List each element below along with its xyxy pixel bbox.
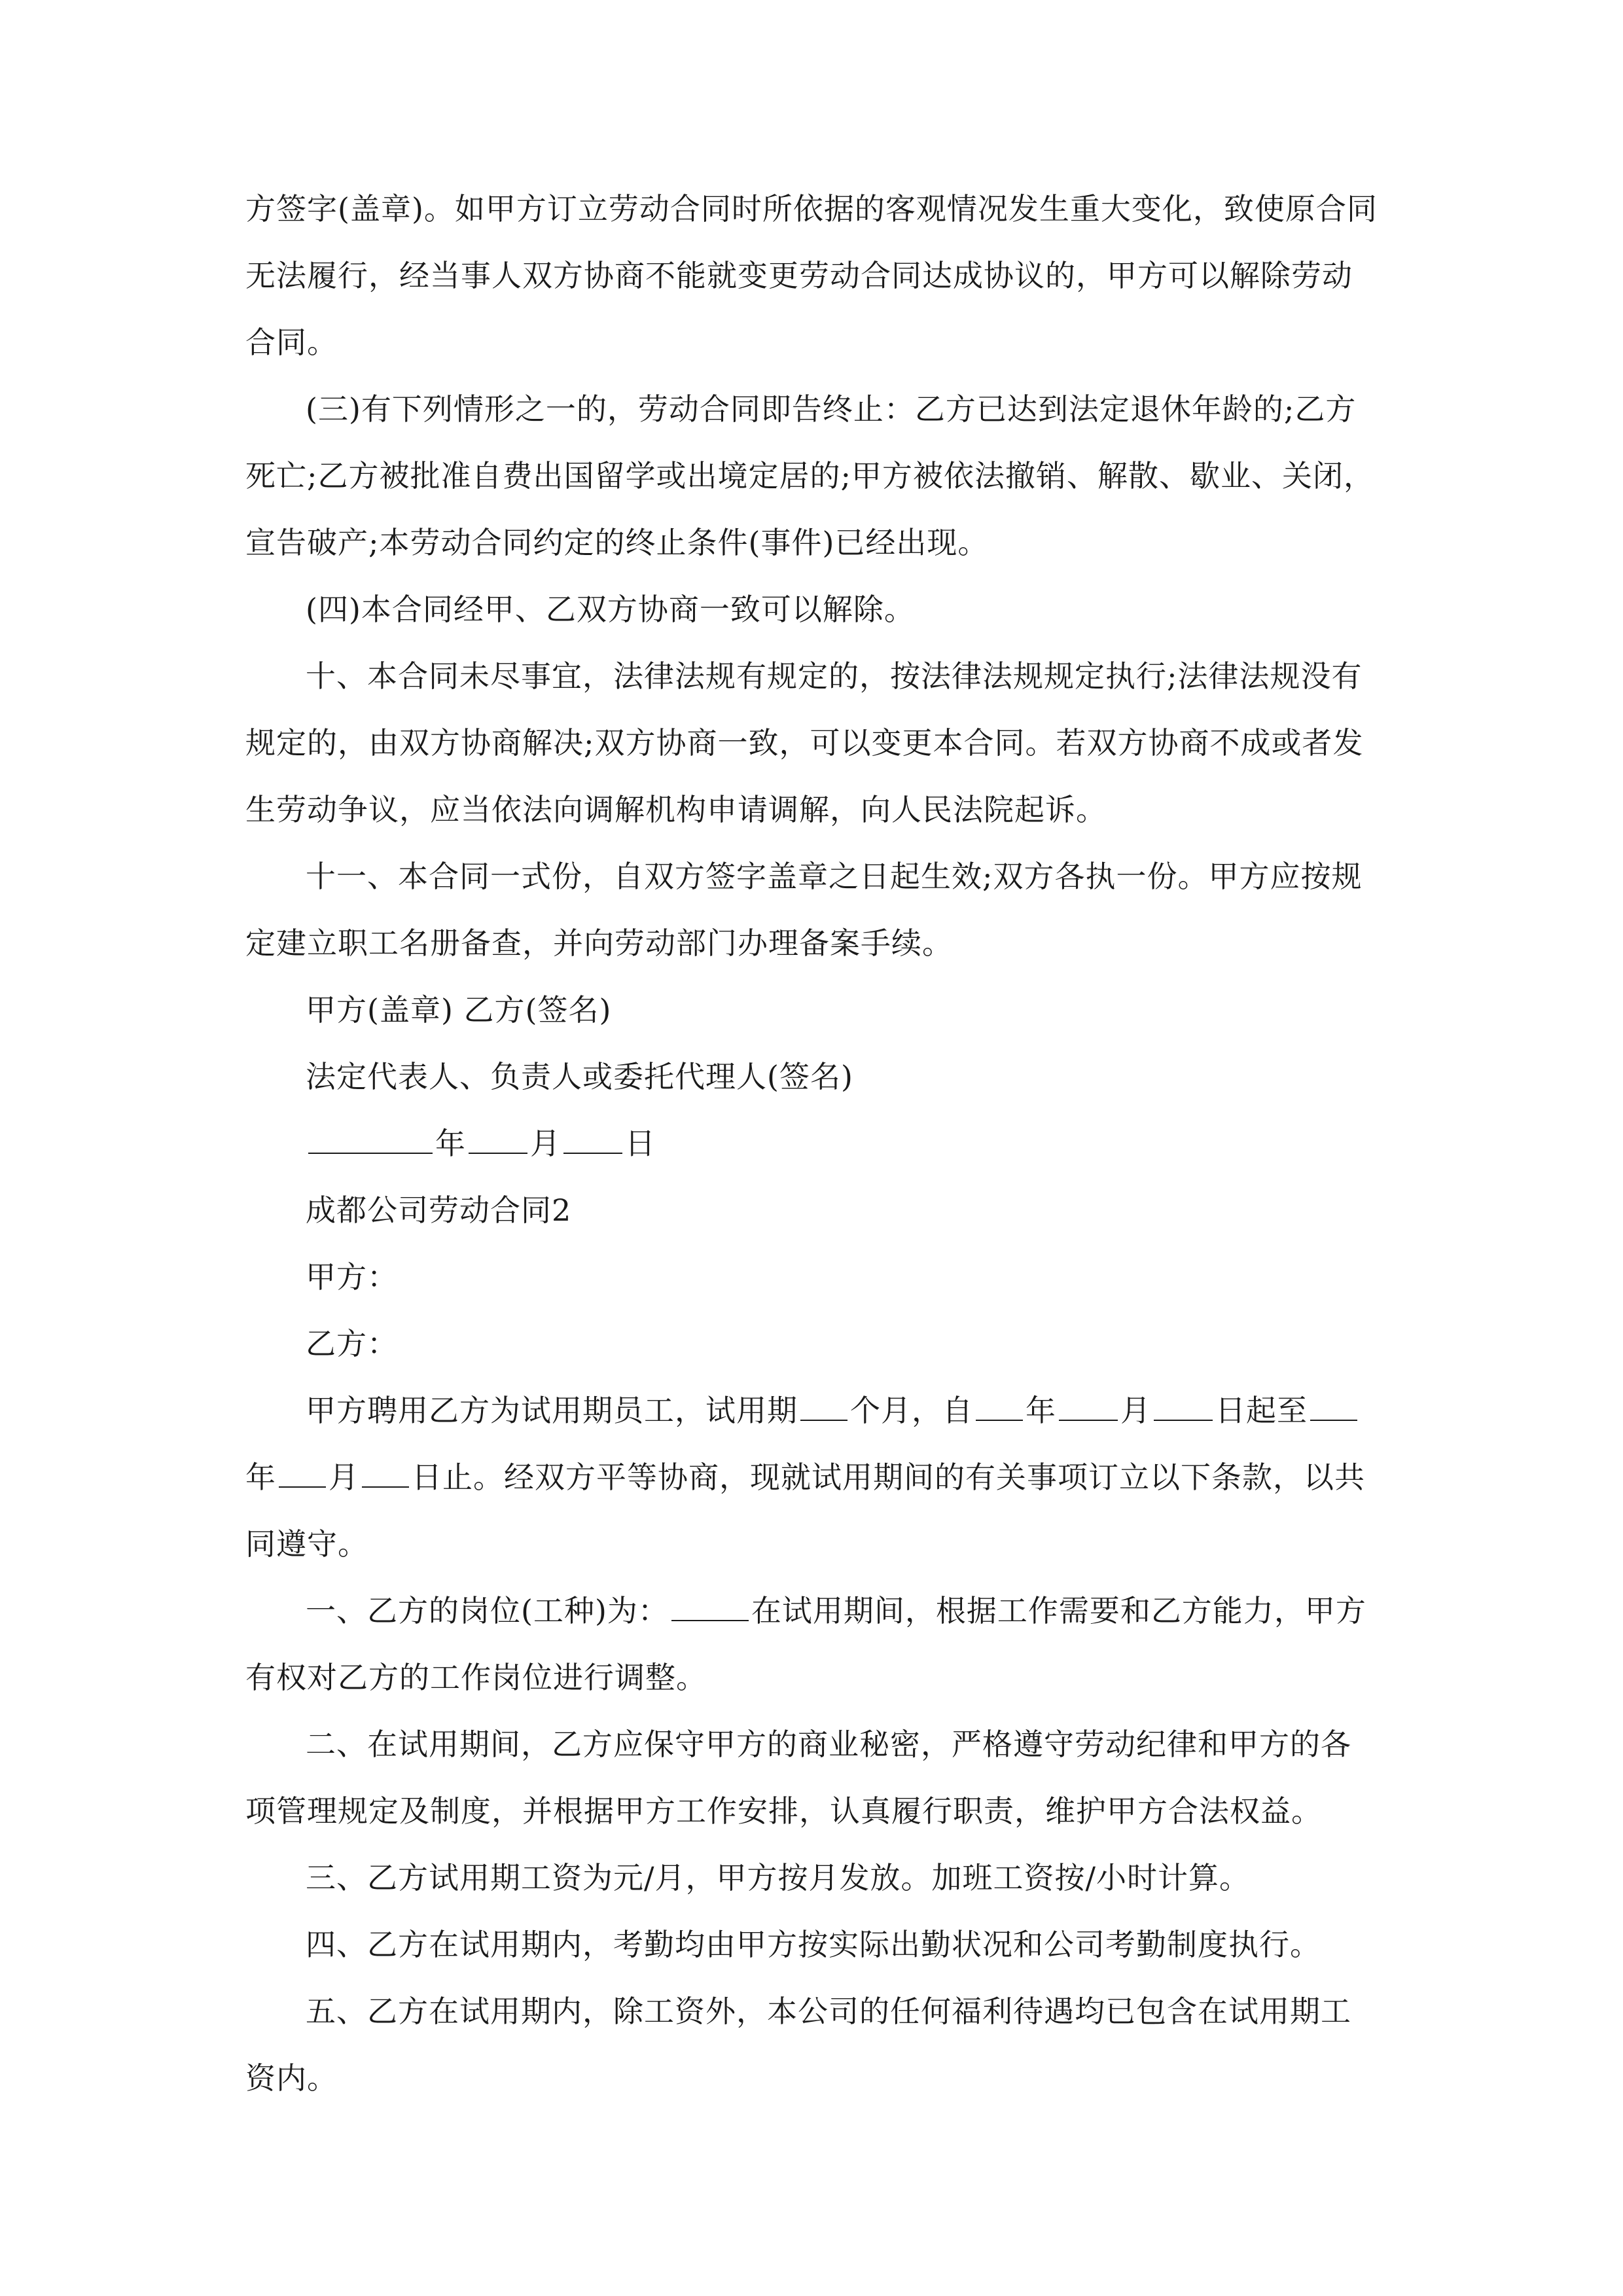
date-line <box>245 1110 1381 1177</box>
representative-line: 法定代表人、负责人或委托代理人(签名) <box>306 1059 853 1094</box>
paragraph-probation-period: 甲方聘用乙方为试用期员工，试用期 个月，自 年 月 日起至年 月 日止。经双方平等协商，现就试用期间的有关事项订立以下条款，以共同遵守。 <box>245 1393 1365 1562</box>
document-body <box>245 175 1381 2111</box>
party-b-label: 乙方： <box>306 1326 398 1361</box>
paragraph-termination-conditions: (三)有下列情形之一的，劳动合同即告终止：乙方已达到法定退休年龄的;乙方死亡;乙方被批准自费出国留学或出境定居的;甲方被依法撤销、解散、歇业、关闭，宣告破产;本劳动合同约定的终止条件(事件)已经出现。 <box>245 391 1374 560</box>
paragraph-clause-11: 十一、本合同一式份，自双方签字盖章之日起生效;双方各执一份。甲方应按规定建立职工名册备查，并向劳动部门办理备案手续。 <box>245 859 1363 961</box>
blank-year <box>308 1126 433 1154</box>
date-year-label: 年 <box>435 1126 466 1161</box>
blank-month <box>469 1126 527 1154</box>
signature-line: 甲方(盖章) 乙方(签名) <box>306 992 612 1028</box>
date-day-label: 日 <box>625 1126 656 1161</box>
paragraph-clause-3: 三、乙方试用期工资为元/月，甲方按月发放。加班工资按/小时计算。 <box>306 1860 1250 1895</box>
paragraph-clause-2: 二、在试用期间，乙方应保守甲方的商业秘密，严格遵守劳动纪律和甲方的各项管理规定及制度，并根据甲方工作安排，认真履行职责，维护甲方合法权益。 <box>245 1727 1351 1829</box>
paragraph-termination-continued: 方签字(盖章)。如甲方订立劳动合同时所依据的客观情况发生重大变化，致使原合同无法履行，经当事人双方协商不能就变更劳动合同达成协议的，甲方可以解除劳动合同。 <box>245 191 1378 360</box>
paragraph-clause-4: 四、乙方在试用期内，考勤均由甲方按实际出勤状况和公司考勤制度执行。 <box>306 1927 1321 1962</box>
contract-2-title: 成都公司劳动合同2 <box>306 1193 572 1228</box>
paragraph-clause-1: 一、乙方的岗位(工种)为： 在试用期间，根据工作需要和乙方能力，甲方有权对乙方的工作岗位进行调整。 <box>245 1593 1366 1695</box>
paragraph-mutual-dissolution: (四)本合同经甲、乙双方协商一致可以解除。 <box>306 592 915 627</box>
paragraph-clause-5: 五、乙方在试用期内，除工资外，本公司的任何福利待遇均已包含在试用期工资内。 <box>245 1994 1351 2096</box>
blank-post <box>671 1594 749 1621</box>
paragraph-clause-10: 十、本合同未尽事宜，法律法规有规定的，按法律法规规定执行;法律法规没有规定的，由双方协商解决;双方协商一致，可以变更本合同。若双方协商不成或者发生劳动争议，应当依法向调解机构申请调解，向人民法院起诉。 <box>245 658 1364 827</box>
party-a-label: 甲方： <box>306 1259 398 1295</box>
date-month-label: 月 <box>530 1126 561 1161</box>
blank-day <box>563 1126 622 1154</box>
